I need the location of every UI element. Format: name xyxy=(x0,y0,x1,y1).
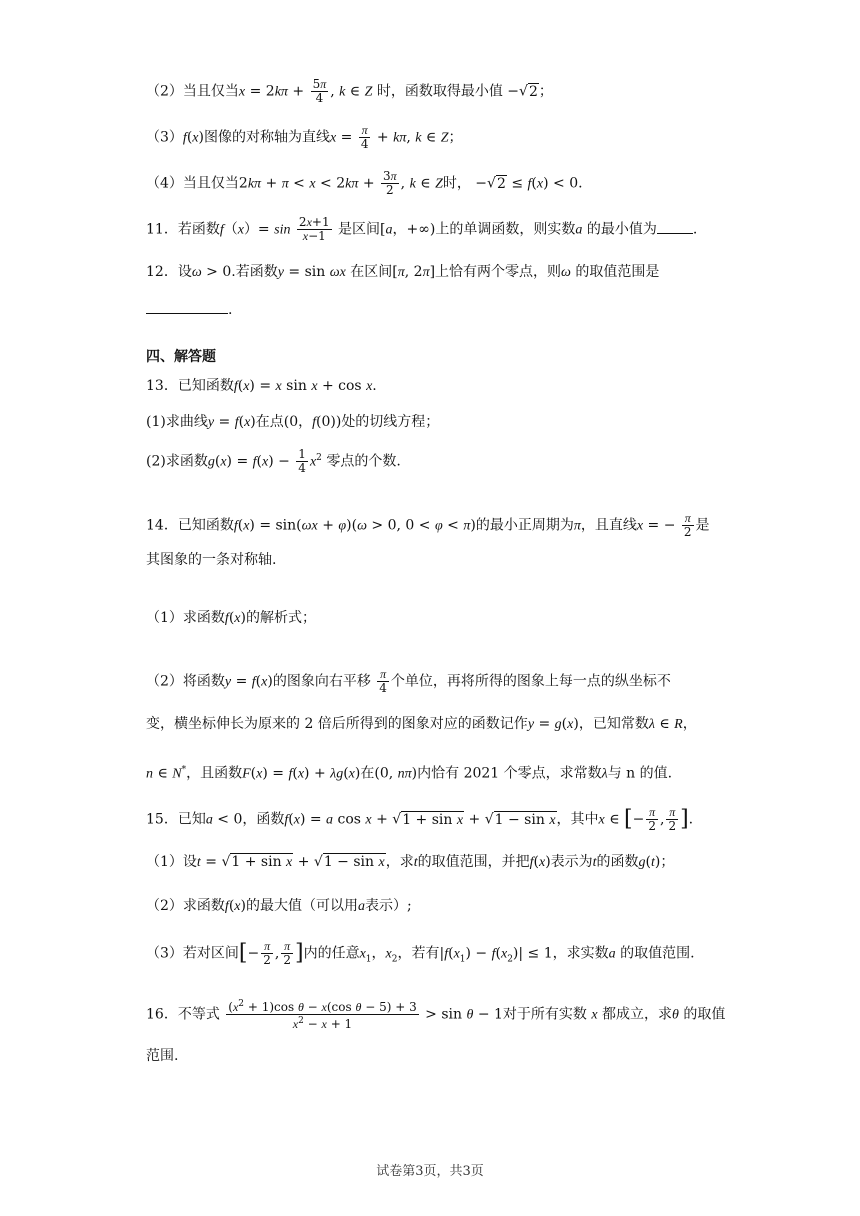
item-4: （4）当且仅当2kπ + π < x < 2kπ + $\frac{3\pi}{2}$ , k ∈ Z时， −√2 ≤ f(x) < 0. xyxy=(146,169,583,197)
question-11: 11．若函数f（x）= sin $\frac{2x+1}{x-1}$ 是区间[a，+∞)上的单调函数，则实数a 的最小值为 . xyxy=(146,215,698,243)
question-15: 15．已知a < 0，函数f(x) = a cos x + √1 + sin x + √1 − sin x，其中x ∈ [− $\frac{\pi}{2}$ , $\frac{\pi}{2}$ ]. xyxy=(146,805,694,833)
question-15-part-2: （2）求函数f(x)的最大值（可以用a表示）; xyxy=(146,898,412,914)
question-15-part-1: （1）设t = √1 + sin x + √1 − sin x，求t的取值范围，并把f(x)表示为t的函数g(t)； xyxy=(146,854,675,870)
question-13-part-1: (1)求曲线y = f(x)在点(0，f(0))处的切线方程； xyxy=(146,414,440,430)
section-heading: 四、解答题 xyxy=(146,349,216,365)
question-16: 16．不等式 $\frac{(x^2 + 1)\cos \theta - x(\cos \theta - 5) + 3}{x^2 - x + 1}$ > sin θ − 1对于所有实数 x 都成立，求θ 的取值 xyxy=(146,999,726,1031)
question-16-text: 范围. xyxy=(146,1048,179,1064)
page-footer: 试卷第3页，共3页 xyxy=(376,1164,484,1179)
question-14: 14．已知函数f(x) = sin(ωx + φ)(ω > 0, 0 < φ < π)的最小正周期为π，且直线x = − $\frac{\pi}{2}$ 是 xyxy=(146,511,710,539)
question-14-part-2: （2）将函数y = f(x)的图象向右平移 $\frac{\pi}{4}$ 个单位，再将所得的图象上每一点的纵坐标不 xyxy=(146,667,671,695)
question-15-part-3: （3）若对区间[− $\frac{\pi}{2}$ , $\frac{\pi}{2}$ ]内的任意$x_1$，$x_2$，若有$|f(x_1) - f(x_2)| \le 1$，求实数a 的取值范围. xyxy=(146,939,695,967)
item-3: （3）f(x)图像的对称轴为直线x = $\frac{\pi}{4}$ + kπ, k ∈ Z； xyxy=(146,123,463,151)
question-12: 12．设ω > 0.若函数y = sin ωx 在区间[π, 2π]上恰有两个零点，则ω 的取值范围是 xyxy=(146,264,660,280)
question-14-part-2-line2: 变，横坐标伸长为原来的 2 倍后所得到的图象对应的函数记作y = g(x)，已知常数λ ∈ R， xyxy=(146,716,697,732)
answer-blank-12: . xyxy=(146,300,232,320)
question-14-part-1: （1）求函数f(x)的解析式； xyxy=(146,610,316,626)
item-2: （2）当且仅当x = 2kπ + $\frac{5\pi}{4}$ , k ∈ Z 时，函数取得最小值 −√2； xyxy=(146,77,553,105)
question-14-text: 其图象的一条对称轴. xyxy=(146,552,277,568)
question-13-part-2: (2)求函数g(x) = f(x) − $\frac{1}{4}$ $x^2$ 零点的个数. xyxy=(146,447,401,476)
question-13: 13．已知函数f(x) = x sin x + cos x. xyxy=(146,378,377,394)
question-14-part-2-line3: n ∈ N*，且函数F(x) = f(x) + λg(x)在(0, nπ)内恰有 2021 个零点，求常数λ与 n 的值. xyxy=(146,765,673,782)
